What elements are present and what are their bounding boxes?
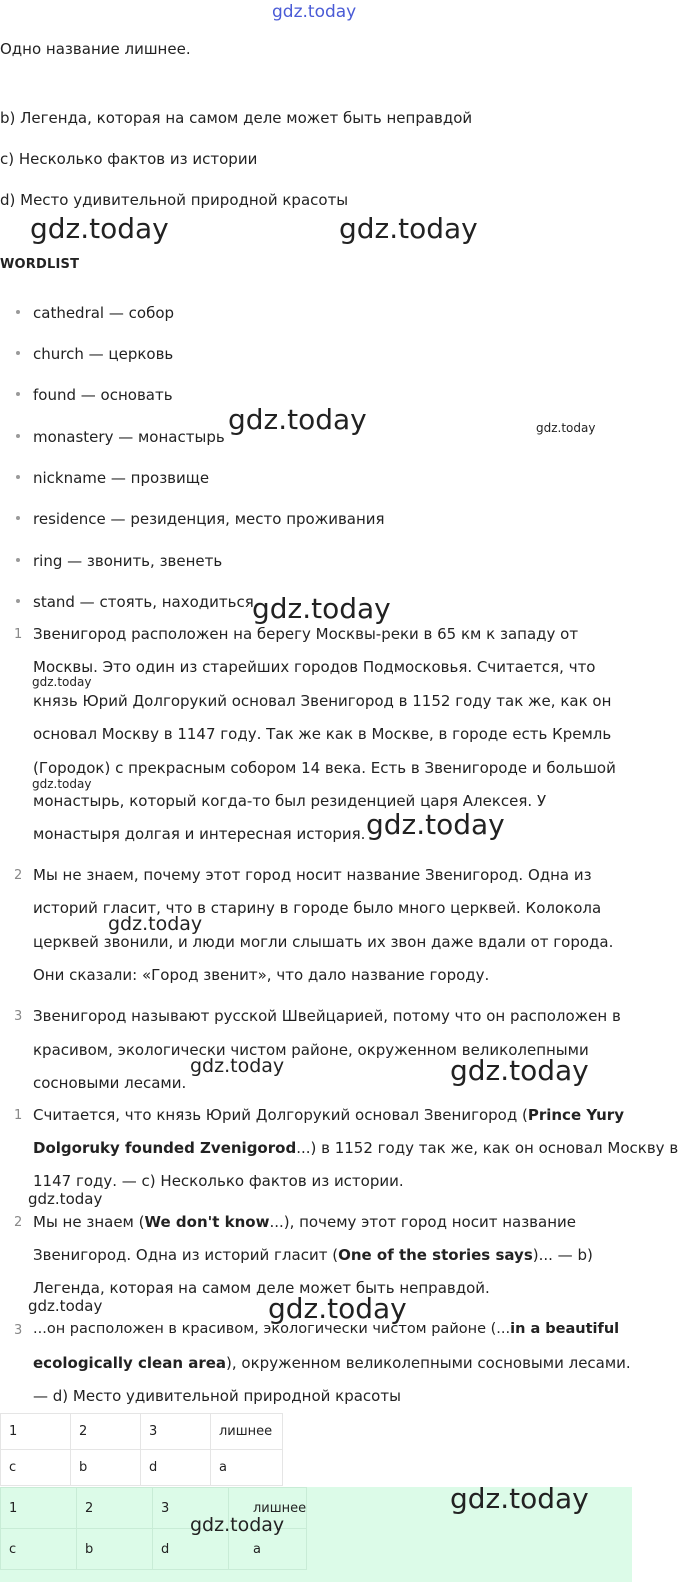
table-header-cell: лишнее	[211, 1414, 283, 1450]
answer-line: Dolgoruky founded Zvenigorod...) в 1152 году так же, как он основал Москву в	[33, 1139, 678, 1157]
wordlist-item: cathedral — собор	[16, 304, 174, 322]
paragraph-line: Звенигород называют русской Швейцарией, потому что он расположен в	[33, 1007, 621, 1025]
bullet-icon	[16, 351, 20, 355]
answer-line: — d) Место удивительной природной красоты	[33, 1387, 401, 1405]
answer-line: ecologically clean area), окруженном великолепными сосновыми лесами.	[33, 1354, 631, 1372]
paragraph-line: красивом, экологически чистом районе, окруженном великолепными	[33, 1041, 589, 1059]
watermark: gdz.today	[32, 777, 92, 791]
bullet-icon	[16, 599, 20, 603]
watermark: gdz.today	[108, 913, 203, 935]
bullet-icon	[16, 310, 20, 314]
bullet-icon	[16, 434, 20, 438]
watermark: gdz.today	[339, 212, 478, 245]
watermark: gdz.today	[536, 421, 596, 435]
paragraph-line: основал Москву в 1147 году. Так же как в Москве, в городе есть Кремль	[33, 725, 612, 743]
table-row	[1, 1450, 283, 1486]
watermark: gdz.today	[450, 1482, 589, 1515]
paragraph-line: Мы не знаем, почему этот город носит название Звенигород. Одна из	[33, 866, 592, 884]
answer-line: Легенда, которая на самом деле может быть неправдой.	[33, 1279, 490, 1297]
paragraph-line: князь Юрий Долгорукий основал Звенигород в 1152 году так же, как он	[33, 692, 612, 710]
table-cell: c	[1, 1450, 71, 1486]
table-cell: a	[229, 1529, 307, 1570]
table-cell: d	[141, 1450, 211, 1486]
answer-line: ...он расположен в красивом, экологически чистом районе (...in a beautiful	[33, 1321, 620, 1337]
wordlist-item: residence — резиденция, место проживания	[16, 510, 385, 528]
option-b: b) Легенда, которая на самом деле может быть неправдой	[0, 109, 473, 127]
watermark: gdz.today	[268, 1292, 407, 1325]
wordlist-item: ring — звонить, звенеть	[16, 552, 222, 570]
answer-number: 2	[14, 1215, 23, 1230]
table-header-cell: 3	[141, 1414, 211, 1450]
bullet-icon	[16, 475, 20, 479]
paragraph-line: Они сказали: «Город звенит», что дало название городу.	[33, 966, 490, 984]
paragraph-number: 1	[14, 627, 23, 642]
wordlist-item: found — основать	[16, 386, 173, 404]
wordlist-item: church — церковь	[16, 345, 173, 363]
answer-table	[0, 1413, 283, 1486]
answer-line: 1147 году. — c) Несколько фактов из истории.	[33, 1172, 404, 1190]
answer-number: 1	[14, 1108, 23, 1123]
watermark: gdz.today	[30, 212, 169, 245]
watermark: gdz.today	[190, 1055, 285, 1077]
paragraph-line: историй гласит, что в старину в городе было много церквей. Колокола	[33, 899, 602, 917]
table-row	[1, 1414, 283, 1450]
paragraph-line: Звенигород расположен на берегу Москвы-реки в 65 км к западу от	[33, 625, 579, 643]
wordlist-title: WORDLIST	[0, 257, 80, 272]
table-header-cell: 2	[77, 1488, 153, 1529]
wordlist-item: monastery — монастырь	[16, 428, 225, 446]
table-cell: a	[211, 1450, 283, 1486]
watermark: gdz.today	[28, 1297, 103, 1315]
options-intro: Одно название лишнее.	[0, 40, 191, 58]
option-c: c) Несколько фактов из истории	[0, 150, 258, 168]
paragraph-line: церквей звонили, и люди могли слышать их звон даже вдали от города.	[33, 933, 614, 951]
table-cell: d	[153, 1529, 229, 1570]
table-header-cell: лишнее	[229, 1488, 307, 1529]
bullet-icon	[16, 516, 20, 520]
option-d: d) Место удивительной природной красоты	[0, 191, 349, 209]
watermark: gdz.today	[228, 403, 367, 436]
watermark: gdz.today	[366, 808, 505, 841]
watermark: gdz.today	[28, 1190, 103, 1208]
paragraph-line: монастыря долгая и интересная история.	[33, 825, 366, 843]
paragraph-line: сосновыми лесами.	[33, 1074, 187, 1092]
table-cell: b	[77, 1529, 153, 1570]
wordlist-item: stand — стоять, находиться	[16, 593, 254, 611]
table-header-cell: 1	[1, 1488, 77, 1529]
table-cell: b	[71, 1450, 141, 1486]
bullet-icon	[16, 392, 20, 396]
wordlist-item: nickname — прозвище	[16, 469, 209, 487]
table-header-cell: 1	[1, 1414, 71, 1450]
watermark: gdz.today	[450, 1054, 589, 1087]
watermark: gdz.today	[190, 1514, 285, 1536]
table-cell: c	[1, 1529, 77, 1570]
paragraph-line: (Городок) с прекрасным собором 14 века. Есть в Звенигороде и большой	[33, 759, 616, 777]
table-header-cell: 3	[153, 1488, 229, 1529]
paragraph-line: Москвы. Это один из старейших городов Подмосковья. Считается, что	[33, 658, 596, 676]
paragraph-line: монастырь, который когда-то был резиденцией царя Алексея. У	[33, 792, 547, 810]
answer-line: Мы не знаем (We don't know...), почему этот город носит название	[33, 1213, 576, 1231]
watermark-top: gdz.today	[272, 2, 357, 22]
table-header-cell: 2	[71, 1414, 141, 1450]
watermark: gdz.today	[32, 675, 92, 689]
answer-line: Звенигород. Одна из историй гласит (One of the stories says)... — b)	[33, 1246, 593, 1264]
watermark: gdz.today	[252, 592, 391, 625]
bullet-icon	[16, 558, 20, 562]
answer-number: 3	[14, 1323, 23, 1338]
answer-line: Считается, что князь Юрий Долгорукий основал Звенигород (Prince Yury	[33, 1106, 624, 1124]
paragraph-number: 2	[14, 868, 23, 883]
paragraph-number: 3	[14, 1009, 23, 1024]
